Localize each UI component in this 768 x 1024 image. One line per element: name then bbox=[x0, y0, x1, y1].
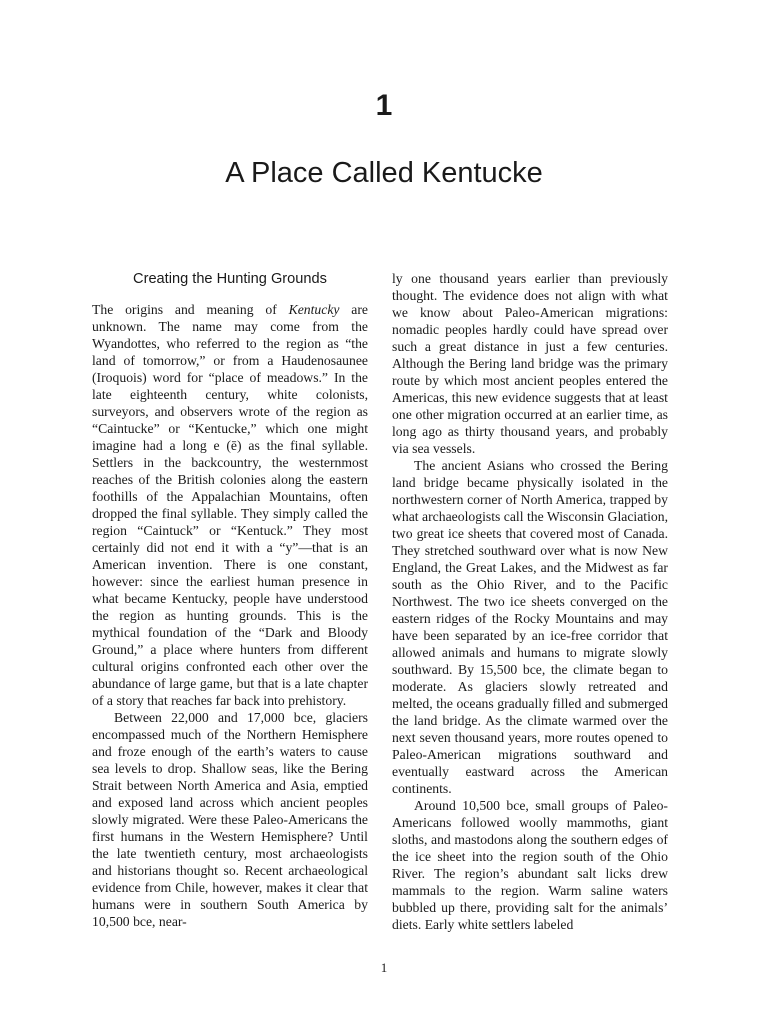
chapter-title: A Place Called Kentucke bbox=[225, 157, 543, 189]
paragraph: The ancient Asians who crossed the Bering land bridge became physically isolated in the northwestern corner of North America, trapped by what archaeologists call the Wisconsin Glaciation, two great ice sheets that covered most of Canada. They stretched southward over what is now New England, the Great Lakes, and the Midwest as far south as the Ohio River, and to the Pacific Northwest. The two ice sheets converged on the eastern ridges of the Rocky Mountains and may have been separated by an ice-free corridor that allowed animals and humans to migrate slowly southward. By 15,500 bce, the climate began to moderate. As glaciers slowly retreated and melted, the oceans gradually filled and submerged the land bridge. As the climate warmed over the next seven thousand years, more routes opened to Paleo-American migrations southward and eventually eastward across the American continents. bbox=[392, 458, 668, 796]
chapter-number: 1 bbox=[375, 89, 393, 122]
paragraph: Around 10,500 bce, small groups of Paleo-Americans followed woolly mammoths, giant sloths, and mastodons along the southern edges of the ice sheet into the region south of the Ohio River. The region’s abundant salt licks drew mammals to the region. Warm saline waters bubbled up there, providing salt for the animals’ diets. Early white settlers labeled bbox=[392, 798, 668, 932]
paragraph bbox=[92, 301, 368, 709]
left-column bbox=[92, 270, 368, 930]
paragraph: ly one thousand years earlier than previously thought. The evidence does not align with what we know about Paleo-American migrations: nomadic peoples hardly could have spread over such a great distance in just a few centuries. Although the Bering land bridge was the primary route by which most ancient peoples entered the Americas, this new evidence suggests that at least one other migration occurred at an earlier time, as long ago as thirty thousand years, and probably via sea vessels. bbox=[392, 271, 668, 456]
paragraph-text: The origins and meaning of bbox=[92, 302, 289, 317]
paragraph: Between 22,000 and 17,000 bce, glaciers encompassed much of the Northern Hemisphere and froze enough of the earth’s waters to cause sea levels to drop. Shallow seas, like the Bering Strait between North America and Asia, emptied and exposed land across which ancient peoples slowly migrated. Were these Paleo-Americans the first humans in the Western Hemisphere? Until the late twentieth century, most archaeologists and historians thought so. Recent archaeological evidence from Chile, however, makes it clear that humans were in southern South America by 10,500 bce, near- bbox=[92, 710, 368, 929]
emphasized-word: Kentucky bbox=[288, 302, 340, 317]
paragraph-text: are unknown. The name may come from the Wyandottes, who referred to the region as “the land of tomorrow,” or from a Haudenosaunee (Iroquois) word for “place of meadows.” In the late eighteenth century, white colonists, surveyors, and observers wrote of the region as “Caintucke” or “Kentucke,” which one might imagine had a long e (ē) as the final syllable. Settlers in the backcountry, the westernmost reaches of the British colonies along the eastern foothills of the Appalachian Mountains, often dropped the final syllable. They simply called the region “Caintuck” or “Kentuck.” They most certainly did not end it with a “y”—that is an American invention. There is one constant, however: since the earliest human presence in what became Kentucky, people have understood the region as hunting grounds. This is the mythical foundation of the “Dark and Bloody Ground,” a place where hunters from different cultural origins confronted each other over the abundance of large game, but that is a late chapter of a story that reaches far back into prehistory. bbox=[92, 302, 368, 708]
section-heading: Creating the Hunting Grounds bbox=[133, 271, 327, 287]
right-column bbox=[392, 270, 668, 933]
page-number: 1 bbox=[380, 960, 388, 975]
